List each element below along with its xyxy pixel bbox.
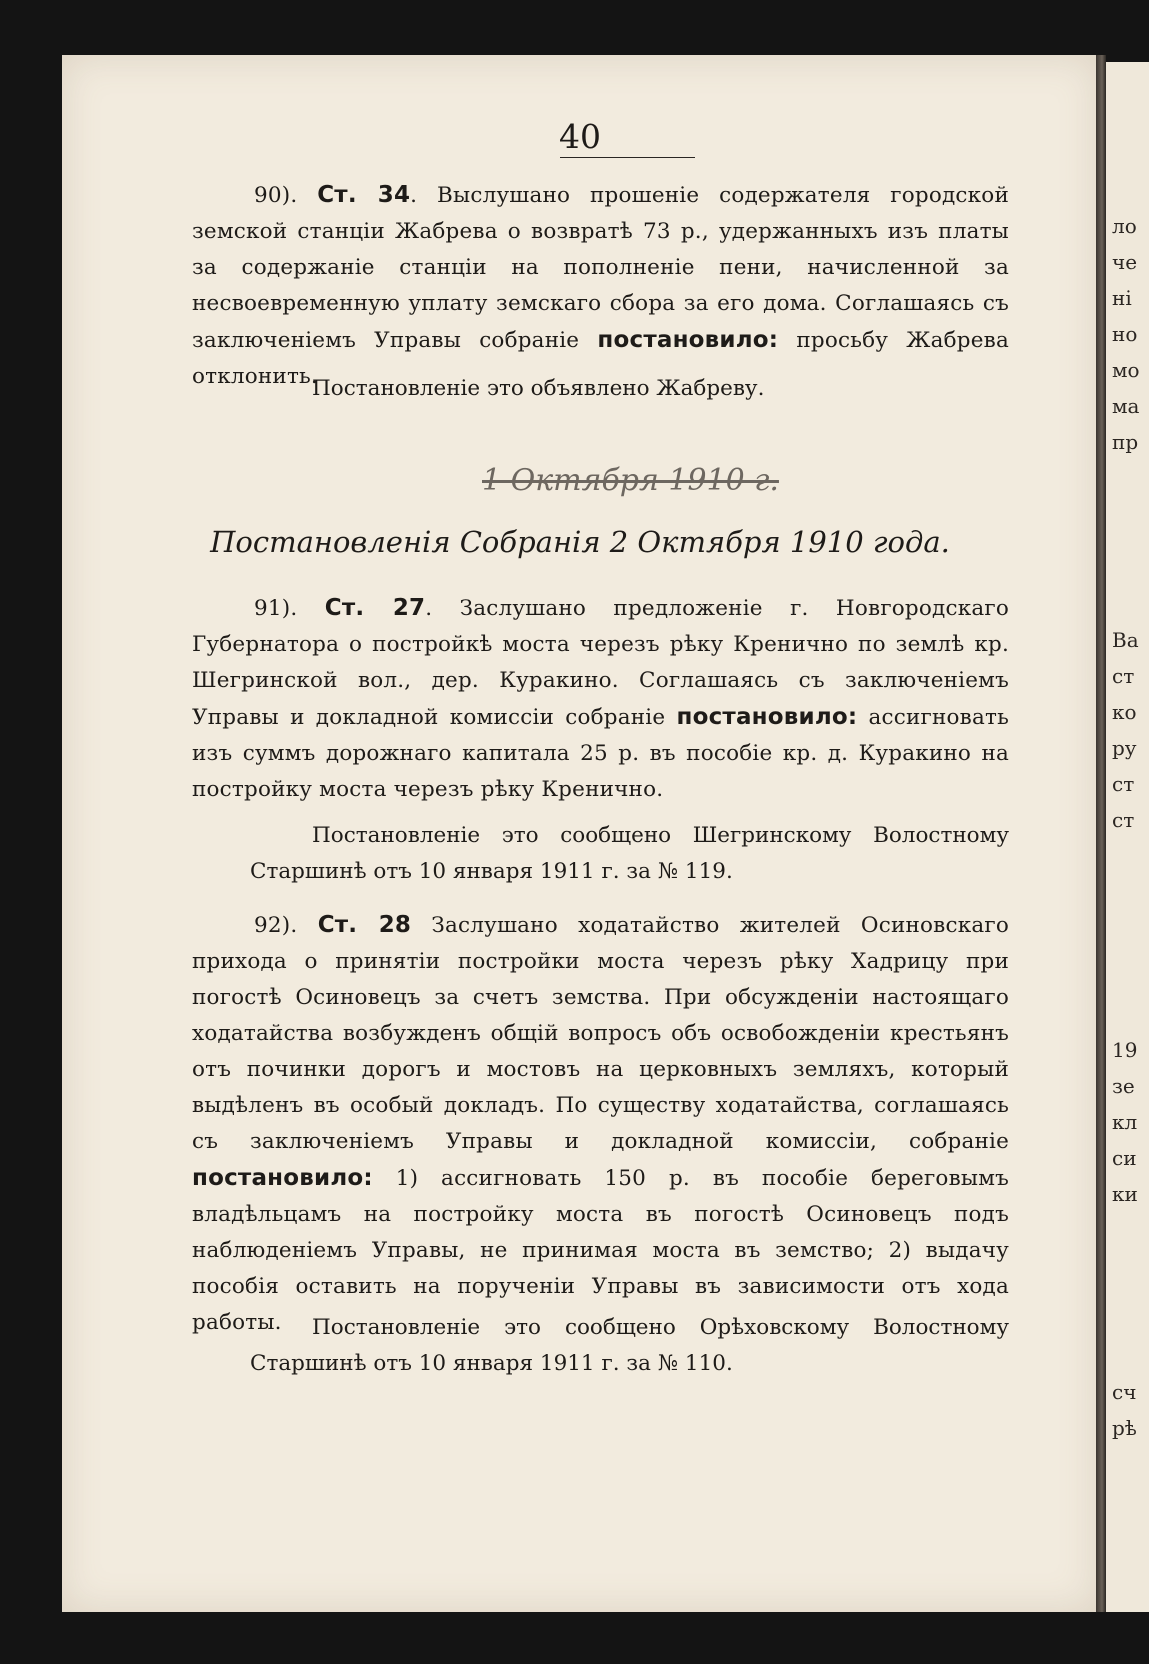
- edge-fragment: зе: [1112, 1074, 1135, 1098]
- edge-fragment: ні: [1112, 286, 1132, 310]
- paragraph-91: [192, 590, 1009, 808]
- paragraph-text: Заслушано ходатайство жителей Осиновскаго прихода о принятіи постройки моста черезъ рѣку Хадрицу при погостѣ Осиновецъ за счетъ земства. При обсужденіи настоящаго ходатайства возбужденъ общій вопросъ объ освобожденіи крестьянъ отъ починки дорогъ и мостовъ на церковныхъ земляхъ, который выдѣленъ въ особый докладъ. По существу ходатайства, соглашаясь съ заключеніемъ Управы и докладной комиссіи, собраніе: [192, 913, 1009, 1154]
- paragraph-90: [192, 177, 1009, 395]
- edge-fragment: ко: [1112, 700, 1137, 724]
- notice-91-line-1: Постановленіе это сообщено Шегринскому Волостному: [312, 823, 1009, 848]
- paragraph-number: 91).: [254, 596, 298, 621]
- struck-date-note: 1 Октября 1910 г.: [482, 463, 779, 498]
- edge-fragment: ст: [1112, 808, 1135, 832]
- article-ref: Ст. 34: [317, 182, 411, 208]
- article-ref: Ст. 28: [317, 912, 412, 938]
- edge-fragment: си: [1112, 1146, 1137, 1170]
- paragraph-text: . Заслушано предложеніе г. Новгородскаго Губернатора о постройкѣ моста черезъ рѣку Кренично по землѣ кр. Шегринской вол., дер. Куракино. Соглашаясь съ заключеніемъ Управы и докладной комиссіи собраніе: [192, 596, 1009, 730]
- decision-keyword: постановило:: [597, 327, 779, 353]
- edge-fragment: рѣ: [1112, 1416, 1137, 1440]
- paragraph-text-end: 1) ассигновать 150 р. въ пособіе береговымъ владѣльцамъ на постройку моста въ погостѣ Осиновецъ подъ наблюденіемъ Управы, не принимая моста въ земство; 2) выдачу пособія оставить на порученіи Управы въ зависимости отъ хода работы.: [192, 1166, 1009, 1335]
- paragraph-number: 92).: [254, 913, 298, 938]
- notice-92-line-2: Старшинѣ отъ 10 января 1911 г. за № 110.: [250, 1351, 733, 1376]
- edge-fragment: кл: [1112, 1110, 1138, 1134]
- edge-fragment: ру: [1112, 736, 1137, 760]
- edge-fragment: Ва: [1112, 628, 1139, 652]
- edge-fragment: мо: [1112, 358, 1140, 382]
- page-number-rule: [560, 157, 695, 158]
- paragraph-text-end: ассигновать изъ суммъ дорожнаго капитала 25 р. въ пособіе кр. д. Куракино на постройку моста черезъ рѣку Кренично.: [192, 705, 1009, 802]
- notice-92-line-1: Постановленіе это сообщено Орѣховскому Волостному: [312, 1315, 1009, 1340]
- edge-fragment: ст: [1112, 772, 1135, 796]
- book-gutter: [1096, 55, 1106, 1612]
- decision-keyword: постановило:: [192, 1165, 373, 1191]
- edge-fragment: ма: [1112, 394, 1140, 418]
- paragraph-text-end: просьбу Жабрева отклонить.: [192, 328, 1009, 389]
- edge-fragment: пр: [1112, 430, 1139, 454]
- edge-fragment: сч: [1112, 1380, 1137, 1404]
- notice-91-line-2: Старшинѣ отъ 10 января 1911 г. за № 119.: [250, 859, 733, 884]
- edge-fragment: но: [1112, 322, 1138, 346]
- edge-fragment: ло: [1112, 214, 1137, 238]
- section-heading: Постановленія Собранія 2 Октября 1910 года.: [210, 525, 950, 559]
- edge-fragment: ки: [1112, 1182, 1138, 1206]
- book-page: [62, 55, 1098, 1612]
- paragraph-number: 90).: [254, 183, 298, 208]
- page-number: 40: [559, 117, 601, 156]
- paragraph-92: [192, 907, 1009, 1341]
- edge-fragment: 19: [1112, 1038, 1138, 1062]
- decision-keyword: постановило:: [676, 704, 858, 730]
- paragraph-text: . Выслушано прошеніе содержателя городской земской станціи Жабрева о возвратѣ 73 р., удержанныхъ изъ платы за содержаніе станціи на пополненіе пени, начисленной за несвоевременную уплату земскаго сбора за его дома. Соглашаясь съ заключеніемъ Управы собраніе: [192, 183, 1009, 353]
- edge-fragment: че: [1112, 250, 1138, 274]
- notice-90: Постановленіе это объявлено Жабреву.: [312, 376, 765, 401]
- edge-fragment: ст: [1112, 664, 1135, 688]
- article-ref: Ст. 27: [324, 595, 426, 621]
